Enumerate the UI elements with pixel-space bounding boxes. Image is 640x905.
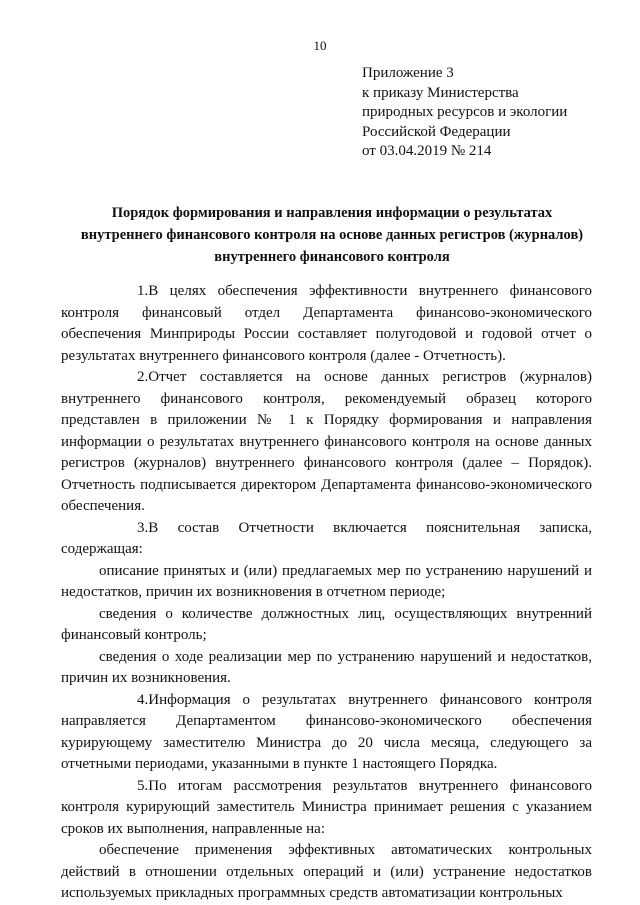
appendix-line: Российской Федерации <box>362 123 511 140</box>
paragraph-number: 2. <box>137 369 149 385</box>
paragraph-5 <box>61 776 592 841</box>
title-line: внутреннего финансового контроля <box>214 249 450 265</box>
page-number: 10 <box>313 38 327 53</box>
list-item <box>61 840 592 905</box>
appendix-line: к приказу Министерства <box>362 84 519 101</box>
paragraph-2 <box>61 367 592 518</box>
appendix-header <box>362 64 567 162</box>
paragraph-number: 4. <box>137 691 149 708</box>
list-item-text: обеспечение применения эффективных автоматических контрольных действий в отношении отдельных операций и (или) устранение недостатков используемых прикладных программных средств автоматизации контрольных <box>61 842 592 901</box>
list-item-text: описание принятых и (или) предлагаемых мер по устранению нарушений и недостатков, причин их возникновения в отчетном периоде; <box>61 562 592 600</box>
paragraph-3 <box>61 518 592 561</box>
appendix-line: природных ресурсов и экологии <box>362 104 568 120</box>
list-item <box>61 561 592 604</box>
list-item <box>61 647 592 690</box>
paragraph-number: 5. <box>137 777 149 794</box>
title-line: внутреннего финансового контроля на основе данных регистров (журналов) <box>80 227 584 243</box>
paragraph-1 <box>61 281 592 367</box>
paragraph-text: По итогам рассмотрения результатов внутреннего финансового контроля курирующий заместитель Министра принимает решения с указанием сроков их выполнения, направленные на: <box>61 777 592 837</box>
paragraph-number: 1. <box>137 283 149 299</box>
document-title <box>52 202 612 268</box>
paragraph-text: Отчет составляется на основе данных регистров (журналов) внутреннего финансового контроля, рекомендуемый образец которого представлен в приложении № 1 к Порядку формирования и направления информации о результатах внутреннего финансового контроля на основе данных регистров (журналов) внутреннего финансового контроля (далее – Порядок). Отчетность подписывается директором Департамента финансово-экономического обеспечения. <box>61 369 592 514</box>
document-body <box>61 281 592 905</box>
appendix-line: от 03.04.2019 № 214 <box>362 143 492 159</box>
list-item-text: сведения о ходе реализации мер по устранению нарушений и недостатков, причин их возникновения. <box>61 648 592 686</box>
paragraph-text: В состав Отчетности включается пояснительная записка, содержащая: <box>61 519 592 557</box>
paragraph-number: 3. <box>137 519 149 536</box>
paragraph-text: В целях обеспечения эффективности внутреннего финансового контроля финансовый отдел Департамента финансово-экономического обеспечения Минприроды России составляет полугодовой и годовой отчет о результатах внутреннего финансового контроля (далее - Отчетность). <box>61 283 592 364</box>
paragraph-text: Информация о результатах внутреннего финансового контроля направляется Департаментом финансово-экономического обеспечения курирующему заместителю Министра до 20 числа месяца, следующего за отчетными периодами, указанными в пункте 1 настоящего Порядка. <box>61 691 592 772</box>
list-item <box>61 604 592 647</box>
paragraph-4 <box>61 690 592 776</box>
appendix-line: Приложение 3 <box>362 65 454 81</box>
title-line: Порядок формирования и направления информации о результатах <box>111 205 553 221</box>
list-item-text: сведения о количестве должностных лиц, осуществляющих внутренний финансовый контроль; <box>61 605 592 643</box>
